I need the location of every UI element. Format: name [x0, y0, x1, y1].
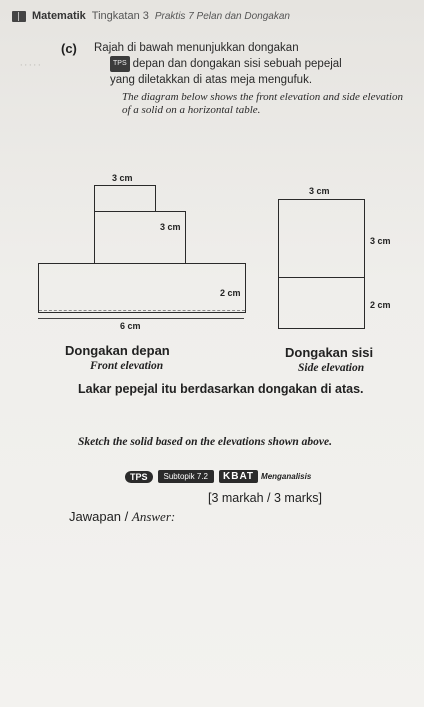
question-tags — [125, 470, 311, 483]
front-base-block — [38, 263, 246, 313]
question-line-1: Rajah di bawah menunjukkan dongakan — [94, 42, 299, 54]
front-elevation-caption-en: Front elevation — [90, 360, 164, 372]
subtopic-badge: Subtopik 7.2 — [158, 470, 214, 483]
answer-label-ms: Jawapan / — [69, 509, 129, 524]
bleed-through-text: · · · · · — [20, 60, 41, 70]
side-elevation-caption-en: Side elevation — [298, 362, 365, 374]
answer-space[interactable] — [20, 530, 404, 700]
question-label: (c) — [61, 41, 77, 56]
side-width-label: 3 cm — [309, 186, 330, 196]
side-bottom-height-label: 2 cm — [370, 300, 391, 310]
kbat-badge: KBAT — [219, 470, 258, 483]
instruction-en: Sketch the solid based on the elevations shown above. — [78, 436, 332, 448]
front-bottom-width-label: 6 cm — [120, 321, 141, 331]
side-bottom-block — [278, 277, 365, 329]
front-top-width-label: 3 cm — [112, 173, 133, 183]
front-top-block — [94, 185, 156, 212]
marks-label: [3 markah / 3 marks] — [208, 491, 322, 505]
front-elevation-caption-ms: Dongakan depan — [65, 343, 170, 358]
page-header — [12, 7, 412, 25]
side-top-height-label: 3 cm — [370, 236, 391, 246]
answer-heading — [69, 509, 175, 525]
question-line-3: yang diletakkan di atas meja mengufuk. — [110, 74, 313, 87]
subject-title: Matematik — [32, 10, 86, 22]
instruction-ms: Lakar pepejal itu berdasarkan dongakan di atas. — [78, 382, 364, 396]
question-text-ms — [92, 40, 407, 88]
front-bottom-height-label: 2 cm — [220, 288, 241, 298]
chapter-label: Praktis 7 Pelan dan Dongakan — [154, 10, 290, 22]
book-icon — [12, 11, 26, 22]
side-top-block — [278, 199, 365, 278]
question-line-2 — [92, 56, 407, 72]
tps-badge: TPS — [125, 471, 153, 483]
front-hidden-line — [39, 310, 245, 311]
question-line-2-text: depan dan dongakan sisi sebuah pepejal — [132, 58, 342, 71]
kbat-level-label: Menganalisis — [261, 472, 312, 481]
side-elevation-caption-ms: Dongakan sisi — [285, 345, 374, 360]
answer-label-en: Answer: — [131, 509, 176, 524]
front-width-dimension-line — [38, 318, 244, 319]
question-text-en: The diagram below shows the front elevation and side elevation of a solid on a horizontal table. — [122, 91, 403, 116]
front-middle-block — [94, 211, 186, 264]
front-mid-height-label: 3 cm — [160, 222, 181, 232]
mini-tps-tag: TPS — [110, 56, 130, 72]
grade-label: Tingkatan 3 — [91, 10, 149, 22]
